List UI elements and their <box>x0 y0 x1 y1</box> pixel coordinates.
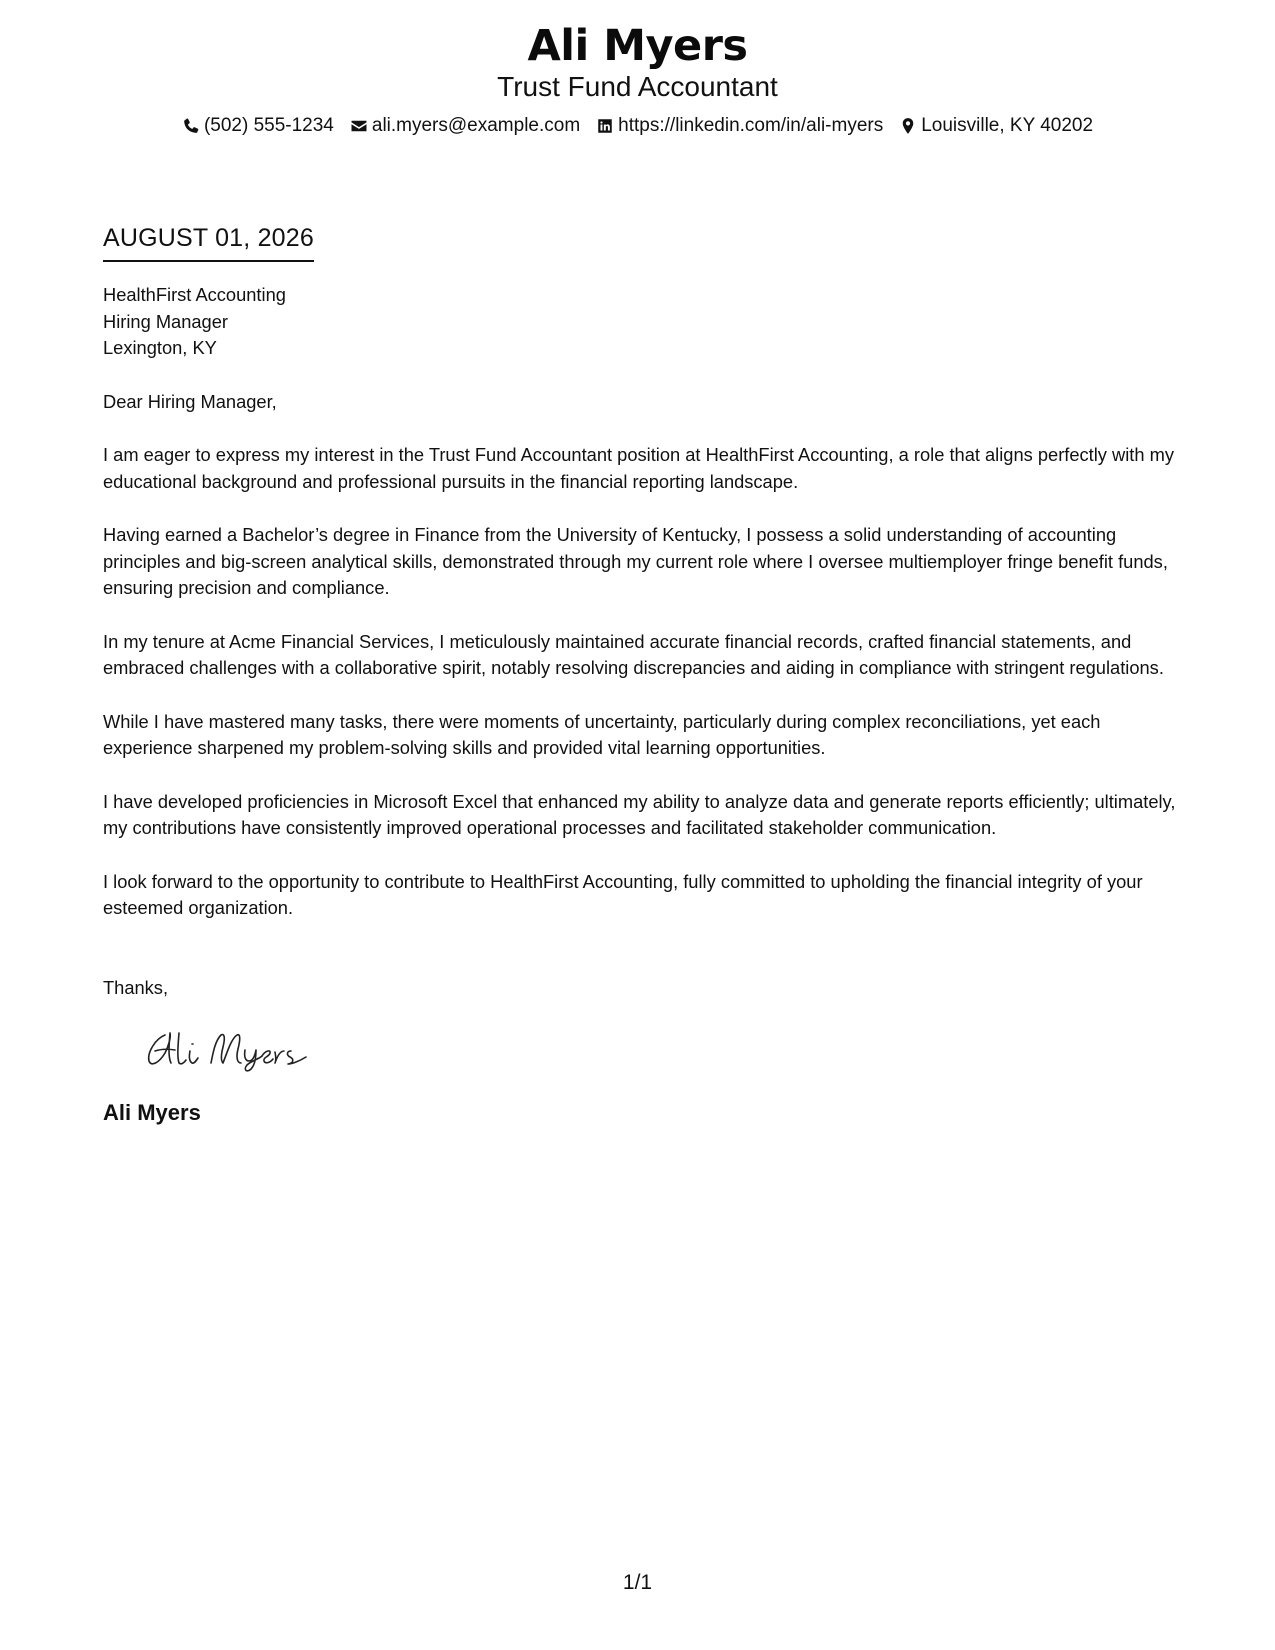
signature-graphic <box>141 1023 331 1073</box>
letter-body <box>103 222 1178 1127</box>
contact-email[interactable] <box>350 114 580 138</box>
page-number: 1/1 <box>622 1571 653 1594</box>
contact-phone[interactable] <box>182 114 334 138</box>
body-paragraph-2: Having earned a Bachelor’s degree in Finance from the University of Kentucky, I possess a solid understanding of accounting principles and big-screen analytical skills, demonstrated through my current role where I oversee multiemployer fringe benefit funds, ensuring precision and compliance. <box>103 524 1168 598</box>
body-paragraph-6: I look forward to the opportunity to contribute to HealthFirst Accounting, fully committed to upholding the financial integrity of your esteemed organization. <box>103 870 1143 918</box>
location-pin-icon <box>899 117 917 135</box>
contact-email-text: ali.myers@example.com <box>371 115 581 136</box>
body-paragraph-3: In my tenure at Acme Financial Services, I meticulously maintained accurate financial records, crafted financial statements, and embraced challenges with a collaborative spirit, notably resolving discrepancies and aiding in compliance with stringent regulations. <box>103 630 1164 678</box>
recipient-location: Lexington, KY <box>103 337 217 358</box>
closing: Thanks, <box>103 976 169 998</box>
salutation: Dear Hiring Manager, <box>103 390 277 412</box>
contact-location-text: Louisville, KY 40202 <box>921 115 1094 136</box>
envelope-icon <box>350 117 368 135</box>
letter-date: AUGUST 01, 2026 <box>103 222 314 262</box>
linkedin-icon <box>596 117 614 135</box>
letter-header <box>0 20 1275 138</box>
recipient-block <box>103 282 1178 362</box>
recipient-contact: Hiring Manager <box>103 310 228 332</box>
applicant-title: Trust Fund Accountant <box>497 71 778 102</box>
phone-icon <box>182 117 200 135</box>
applicant-name: Ali Myers <box>527 21 748 71</box>
body-paragraph-5: I have developed proficiencies in Microsoft Excel that enhanced my ability to analyze data and generate reports efficiently; ultimately, my contributions have consistently improved operational processes and facilitated stakeholder communication. <box>103 790 1176 838</box>
body-paragraph-1: I am eager to express my interest in the Trust Fund Accountant position at HealthFirst Accounting, a role that aligns perfectly with my educational background and professional pursuits in the financial reporting landscape. <box>103 444 1174 492</box>
handwritten-signature <box>141 1023 1178 1073</box>
recipient-company: HealthFirst Accounting <box>103 284 286 305</box>
signer-name: Ali Myers <box>103 1100 201 1125</box>
contact-linkedin[interactable] <box>596 114 883 138</box>
body-paragraph-4: While I have mastered many tasks, there were moments of uncertainty, particularly during complex reconciliations, yet each experience sharpened my problem-solving skills and provided vital learning opportunities. <box>103 710 1101 758</box>
contact-phone-text: (502) 555-1234 <box>203 115 334 136</box>
contact-linkedin-text: https://linkedin.com/in/ali-myers <box>618 115 884 136</box>
contact-location <box>899 114 1093 138</box>
contact-info <box>0 114 1275 138</box>
